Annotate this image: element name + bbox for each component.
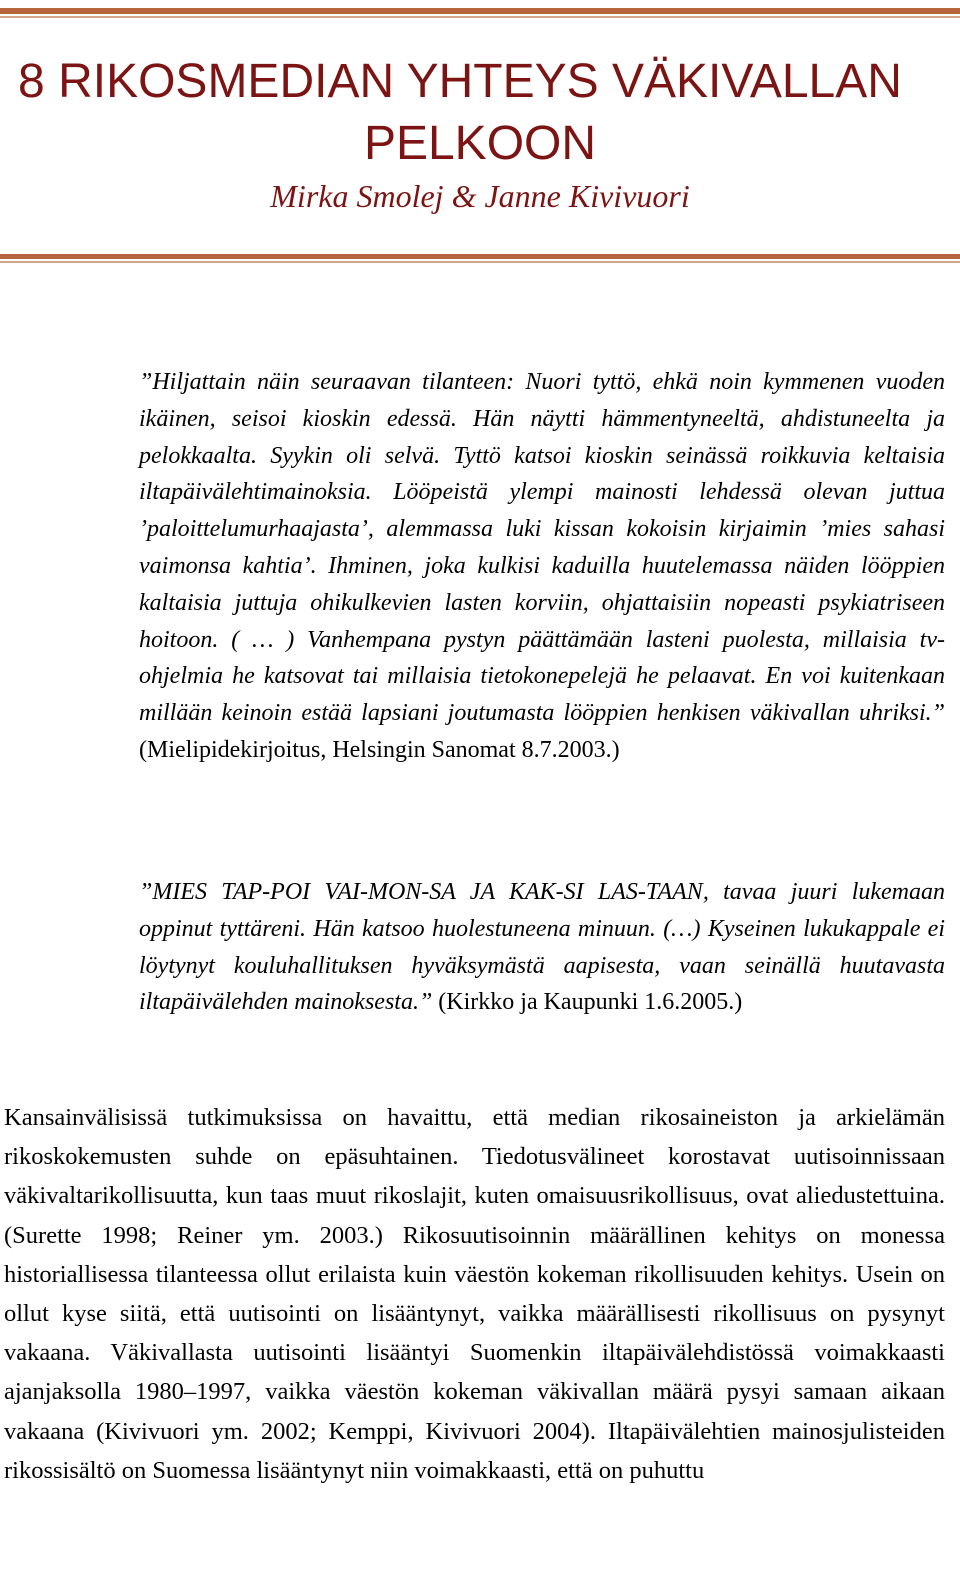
top-rule-thin: [0, 16, 960, 18]
quote-2-source: (Kirkko ja Kaupunki 1.6.2005.): [438, 989, 743, 1016]
quote-1-source: (Mielipidekirjoitus, Helsingin Sanomat 8.7.2003.): [139, 736, 620, 763]
bottom-rule: [0, 254, 960, 259]
top-rule: [0, 8, 960, 14]
chapter-title-line1: RIKOSMEDIAN YHTEYS VÄKIVALLAN: [58, 55, 902, 108]
quote-1-text: ”Hiljattain näin seuraavan tilanteen: Nuori tyttö, ehkä noin kymmenen vuoden ikäinen, seisoi kioskin edessä. Hän näytti hämmentyneeltä, ahdistuneelta ja pelokkaalta. Syykin oli selvä. Tyttö katsoi kioskin seinässä roikkuvia keltaisia iltapäivälehtimainoksia. Lööpeistä ylempi mainosti lehdessä olevan juttua ’paloittelumurhaajasta’, alemmassa luki kissan kokoisin kirjaimin ’mies sahasi vaimonsa kahtia’. Ihminen, joka kulkisi kaduilla huutelemassa näiden lööppien kaltaisia juttuja ohikulkevien lasten korviin, ohjattaisiin nopeasti psykiatriseen hoitoon. ( … ) Vanhempana pystyn päättämään lasteni puolesta, millaisia tv-ohjelmia he katsovat tai millaisia tietokonepelejä he pelaavat. En voi kuitenkaan millään keinoin estää lapsiani joutumasta lööppien henkisen väkivallan uhriksi.”: [139, 369, 945, 727]
epigraph-quote-2: [139, 874, 945, 1021]
chapter-authors: Mirka Smolej & Janne Kivivuori: [270, 178, 690, 214]
chapter-title-line2: PELKOON: [363, 117, 597, 170]
body-paragraph: Kansainvälisissä tutkimuksissa on havaittu, että median rikosaineiston ja arkielämän rikoskokemusten suhde on epäsuhtainen. Tiedotusvälineet korostavat uutisoinnissaan väkivaltarikollisuutta, kun taas muut rikoslajit, kuten omaisuusrikollisuus, ovat aliedustettuina. (Surette 1998; Reiner ym. 2003.) Rikosuutisoinnin määrällinen kehitys on monessa historiallisessa tilanteessa ollut erilaista kuin väestön kokeman rikollisuuden kehitys. Usein on ollut kyse siitä, että uutisointi on lisääntynyt, vaikka määrällisesti rikollisuus on pysynyt vakaana. Väkivallasta uutisointi lisääntyi Suomenkin iltapäivälehdistössä voimakkaasti ajanjaksolla 1980–1997, vaikka väestön kokeman väkivallan määrä pysyi samaan aikaan vakaana (Kivivuori ym. 2002; Kemppi, Kivivuori 2004). Iltapäivälehtien mainosjulisteiden rikossisältö on Suomessa lisääntynyt niin voimakkaasti, että on puhuttu: [4, 1104, 945, 1484]
bottom-rule-thin: [0, 261, 960, 263]
quote-2-text: ”MIES TAP-POI VAI-MON-SA JA KAK-SI LAS-TAAN, tavaa juuri lukemaan oppinut tyttäreni. Hän katsoo huolestuneena minuun. (…) Kyseinen lukukappale ei löytynyt kouluhallituksen hyväksymästä aapisesta, vaan seinällä huutavasta iltapäivälehden mainoksesta.”: [139, 879, 945, 1016]
chapter-number: 8: [18, 55, 45, 108]
epigraph-quote-1: [139, 364, 945, 769]
